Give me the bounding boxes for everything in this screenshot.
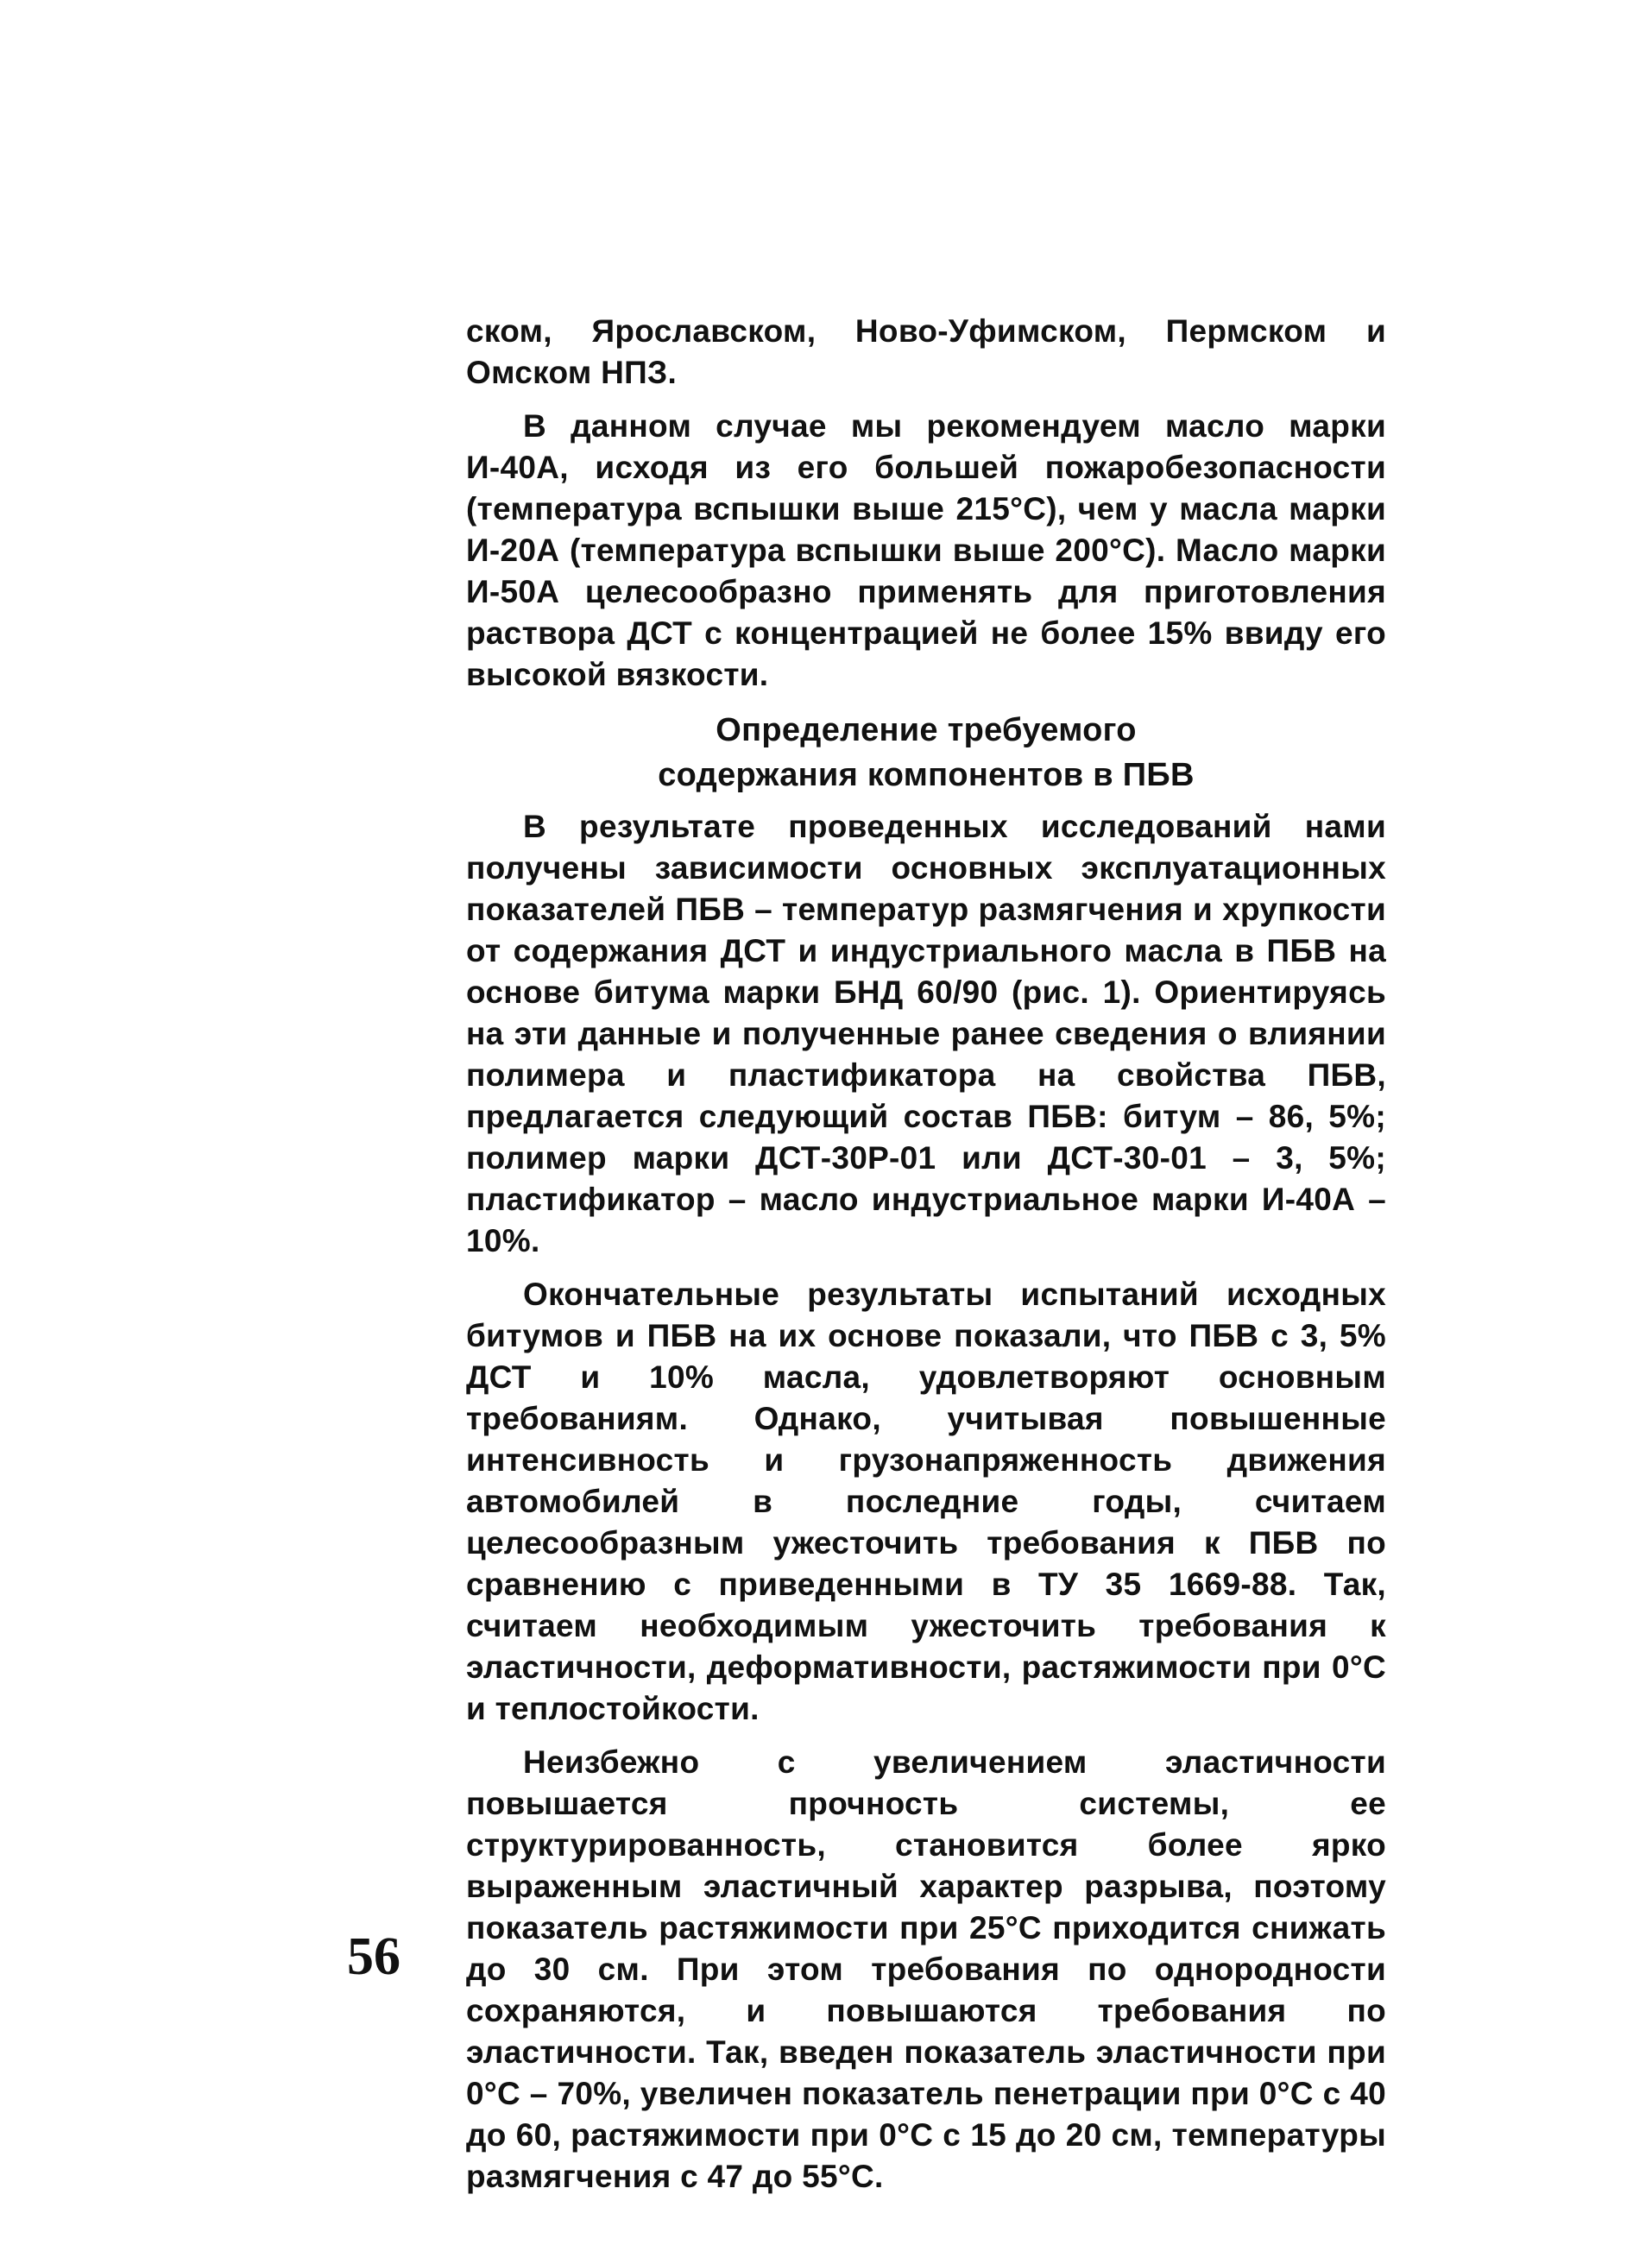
paragraph-composition: В результате проведенных исследований нами получены зависимости основных эксплуатационных показателей ПБВ – температур размягчения и хрупкости от содержания ДСТ и индустриального масла в ПБВ на основе битума марки БНД 60/90 (рис. 1). Ориентируясь на эти данные и полученные ранее сведения о влиянии полимера и пластификатора на свойства ПБВ, предлагается следующий состав ПБВ: битум – 86, 5%; полимер марки ДСТ-30Р-01 или ДСТ-30-01 – 3, 5%; пластификатор – масло индустриальное марки И-40А – 10%. (466, 809, 1386, 1258)
page-number: 56 (347, 1927, 400, 1986)
continuation-paragraph: ском, Ярославском, Ново-Уфимском, Пермском и Омском НПЗ. (466, 313, 1386, 390)
page-text (466, 311, 1386, 2210)
paragraph-elasticity: Неизбежно с увеличением эластичности повышается прочность системы, ее структурированность, становится более ярко выраженным эластичный характер разрыва, поэтому показатель растяжимости при 25°С приходится снижать до 30 см. При этом требования по однородности сохраняются, и повышаются требования по эластичности. Так, введен показатель эластичности при 0°С – 70%, увеличен показатель пенетрации при 0°С с 40 до 60, растяжимости при 0°С с 15 до 20 см, температуры размягчения с 47 до 55°С. (466, 1744, 1386, 2194)
section-heading-line-2: содержания компонентов в ПБВ (658, 757, 1195, 793)
paragraph-oil-grade: В данном случае мы рекомендуем масло марки И-40А, исходя из его большей пожаробезопасности (температура вспышки выше 215°С), чем у масла марки И-20А (температура вспышки выше 200°С). Масло марки И-50А целесообразно применять для приготовления раствора ДСТ с концентрацией не более 15% ввиду его высокой вязкости. (466, 408, 1386, 692)
section-heading (466, 708, 1386, 798)
section-heading-line-1: Определение требуемого (716, 712, 1137, 748)
paragraph-test-results: Окончательные результаты испытаний исходных битумов и ПБВ на их основе показали, что ПБВ с 3, 5% ДСТ и 10% масла, удовлетворяют основным требованиям. Однако, учитывая повышенные интенсивность и грузонапряженность движения автомобилей в последние годы, считаем целесообразным ужесточить требования к ПБВ по сравнению с приведенными в ТУ 35 1669-88. Так, считаем необходимым ужесточить требования к эластичности, деформативности, растяжимости при 0°С и теплостойкости. (466, 1277, 1386, 1726)
